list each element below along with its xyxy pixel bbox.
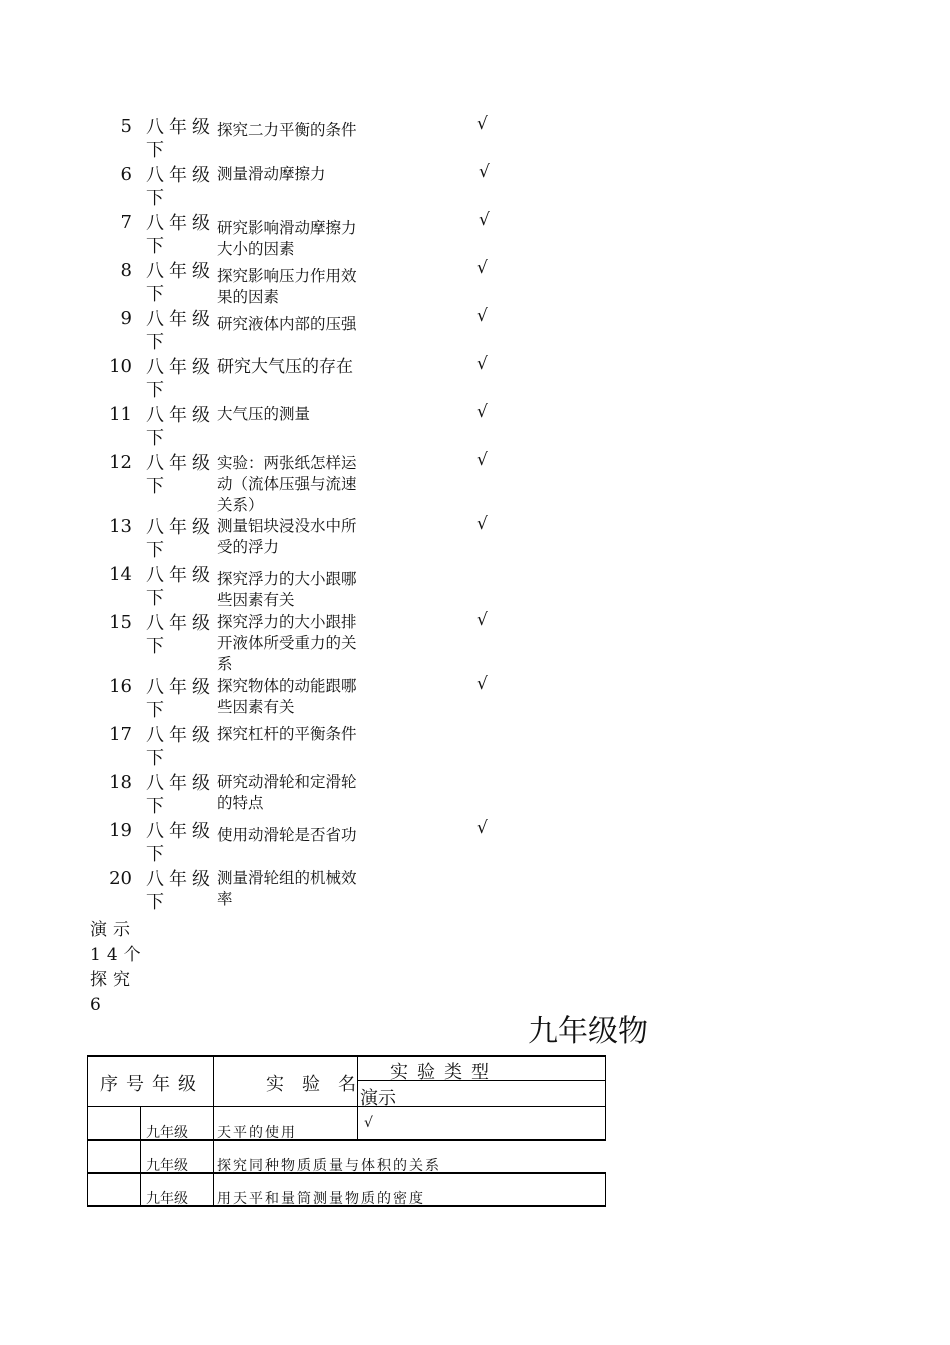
row-number: 15 bbox=[109, 612, 132, 633]
list-item bbox=[0, 564, 950, 612]
row-experiment-name: 研究动滑轮和定滑轮的特点 bbox=[217, 773, 357, 812]
row-experiment-name: 实验：两张纸怎样运动（流体压强与流速关系） bbox=[217, 454, 357, 514]
row-grade: 八年级 下 bbox=[146, 357, 215, 401]
row-grade: 八年级 下 bbox=[146, 261, 215, 305]
row-check-mark: √ bbox=[477, 306, 488, 326]
list-item bbox=[0, 772, 950, 820]
summary-block bbox=[90, 918, 150, 1018]
grade9-row-grade: 九年级 bbox=[146, 1125, 188, 1141]
list-item bbox=[0, 724, 950, 772]
row-experiment-name: 探究浮力的大小跟哪些因素有关 bbox=[217, 570, 357, 609]
grade9-row-check: √ bbox=[364, 1115, 373, 1131]
row-experiment-name: 探究物体的动能跟哪些因素有关 bbox=[217, 677, 357, 716]
row-grade: 八年级 下 bbox=[146, 405, 215, 449]
list-item bbox=[0, 452, 950, 516]
list-item bbox=[0, 164, 950, 212]
row-check-mark: √ bbox=[477, 610, 488, 630]
row-experiment-name: 测量滑动摩擦力 bbox=[217, 165, 326, 183]
row-check-mark: √ bbox=[477, 514, 488, 534]
row-grade: 八年级 下 bbox=[146, 117, 215, 161]
row-check-mark: √ bbox=[477, 402, 488, 422]
row-check-mark: √ bbox=[479, 210, 490, 230]
row-number: 16 bbox=[109, 676, 132, 697]
row-number: 11 bbox=[109, 404, 132, 425]
row-experiment-name: 研究液体内部的压强 bbox=[217, 315, 357, 333]
list-item bbox=[0, 612, 950, 676]
row-experiment-name: 研究影响滑动摩擦力大小的因素 bbox=[217, 219, 357, 258]
row-grade: 八年级 下 bbox=[146, 821, 215, 865]
row-number: 8 bbox=[120, 260, 132, 281]
list-item bbox=[0, 516, 950, 564]
summary-inquiry-label: 探究 bbox=[90, 970, 136, 990]
table-divider bbox=[213, 1055, 214, 1207]
row-experiment-name: 探究浮力的大小跟排开液体所受重力的关系 bbox=[217, 613, 357, 673]
list-item bbox=[0, 356, 950, 404]
row-experiment-name: 探究二力平衡的条件 bbox=[217, 121, 357, 139]
row-number: 17 bbox=[109, 724, 132, 745]
row-number: 6 bbox=[120, 164, 132, 185]
list-item bbox=[0, 404, 950, 452]
row-check-mark: √ bbox=[477, 114, 488, 134]
row-grade: 八年级 下 bbox=[146, 213, 215, 257]
row-grade: 八年级 下 bbox=[146, 773, 215, 817]
summary-demo-count: 14个 bbox=[90, 945, 147, 965]
table-divider bbox=[87, 1106, 606, 1107]
row-experiment-name: 测量滑轮组的机械效率 bbox=[217, 869, 357, 908]
list-item bbox=[0, 260, 950, 308]
row-grade: 八年级 下 bbox=[146, 165, 215, 209]
row-experiment-name: 大气压的测量 bbox=[217, 405, 311, 423]
row-experiment-name: 使用动滑轮是否省功 bbox=[217, 826, 357, 844]
row-number: 13 bbox=[109, 516, 132, 537]
row-number: 20 bbox=[109, 868, 132, 889]
row-check-mark: √ bbox=[479, 162, 490, 182]
row-number: 9 bbox=[120, 308, 132, 329]
row-experiment-name: 探究杠杆的平衡条件 bbox=[217, 725, 357, 743]
table-border-right bbox=[605, 1172, 606, 1207]
grade9-row-name: 用天平和量筒测量物质的密度 bbox=[217, 1191, 425, 1207]
row-number: 10 bbox=[109, 356, 132, 377]
row-check-mark: √ bbox=[477, 258, 488, 278]
row-number: 19 bbox=[109, 820, 132, 841]
table-border-top bbox=[87, 1055, 606, 1057]
header-experiment-name: 实验名 bbox=[266, 1074, 374, 1095]
grade9-row-name: 探究同种物质质量与体积的关系 bbox=[217, 1158, 441, 1174]
table-divider bbox=[140, 1106, 141, 1207]
row-number: 12 bbox=[109, 452, 132, 473]
row-grade: 八年级 下 bbox=[146, 677, 215, 721]
row-grade: 八年级 下 bbox=[146, 309, 215, 353]
summary-inquiry-count: 6 bbox=[90, 995, 107, 1015]
grade9-row-grade: 九年级 bbox=[146, 1158, 188, 1174]
grade9-title: 九年级物 bbox=[528, 1014, 648, 1049]
list-item bbox=[0, 676, 950, 724]
row-experiment-name: 研究大气压的存在 bbox=[217, 357, 353, 377]
row-number: 7 bbox=[120, 212, 132, 233]
row-check-mark: √ bbox=[477, 450, 488, 470]
list-item bbox=[0, 308, 950, 356]
row-number: 18 bbox=[109, 772, 132, 793]
grade9-row-name: 天平的使用 bbox=[217, 1125, 297, 1141]
header-grade: 年级 bbox=[152, 1074, 204, 1095]
row-check-mark: √ bbox=[477, 674, 488, 694]
row-number: 14 bbox=[109, 564, 132, 585]
table-border-left bbox=[87, 1055, 88, 1207]
grade9-row-grade: 九年级 bbox=[146, 1191, 188, 1207]
list-item bbox=[0, 820, 950, 868]
row-check-mark: √ bbox=[477, 818, 488, 838]
table-border-right bbox=[605, 1055, 606, 1141]
header-experiment-type: 实验类型 bbox=[390, 1062, 498, 1083]
row-grade: 八年级 下 bbox=[146, 613, 215, 657]
row-check-mark: √ bbox=[477, 354, 488, 374]
list-item bbox=[0, 868, 950, 916]
row-grade: 八年级 下 bbox=[146, 565, 215, 609]
row-grade: 八年级 下 bbox=[146, 725, 215, 769]
row-number: 5 bbox=[120, 116, 132, 137]
list-item bbox=[0, 116, 950, 164]
row-grade: 八年级 下 bbox=[146, 453, 215, 497]
list-item bbox=[0, 212, 950, 260]
header-seq: 序号 bbox=[100, 1074, 152, 1095]
summary-demo-label: 演示 bbox=[90, 920, 136, 940]
row-experiment-name: 测量铝块浸没水中所受的浮力 bbox=[217, 517, 357, 556]
row-grade: 八年级 下 bbox=[146, 517, 215, 561]
header-demo: 演示 bbox=[360, 1088, 396, 1109]
row-experiment-name: 探究影响压力作用效果的因素 bbox=[217, 267, 357, 306]
row-grade: 八年级 下 bbox=[146, 869, 215, 913]
table-divider bbox=[357, 1055, 358, 1139]
